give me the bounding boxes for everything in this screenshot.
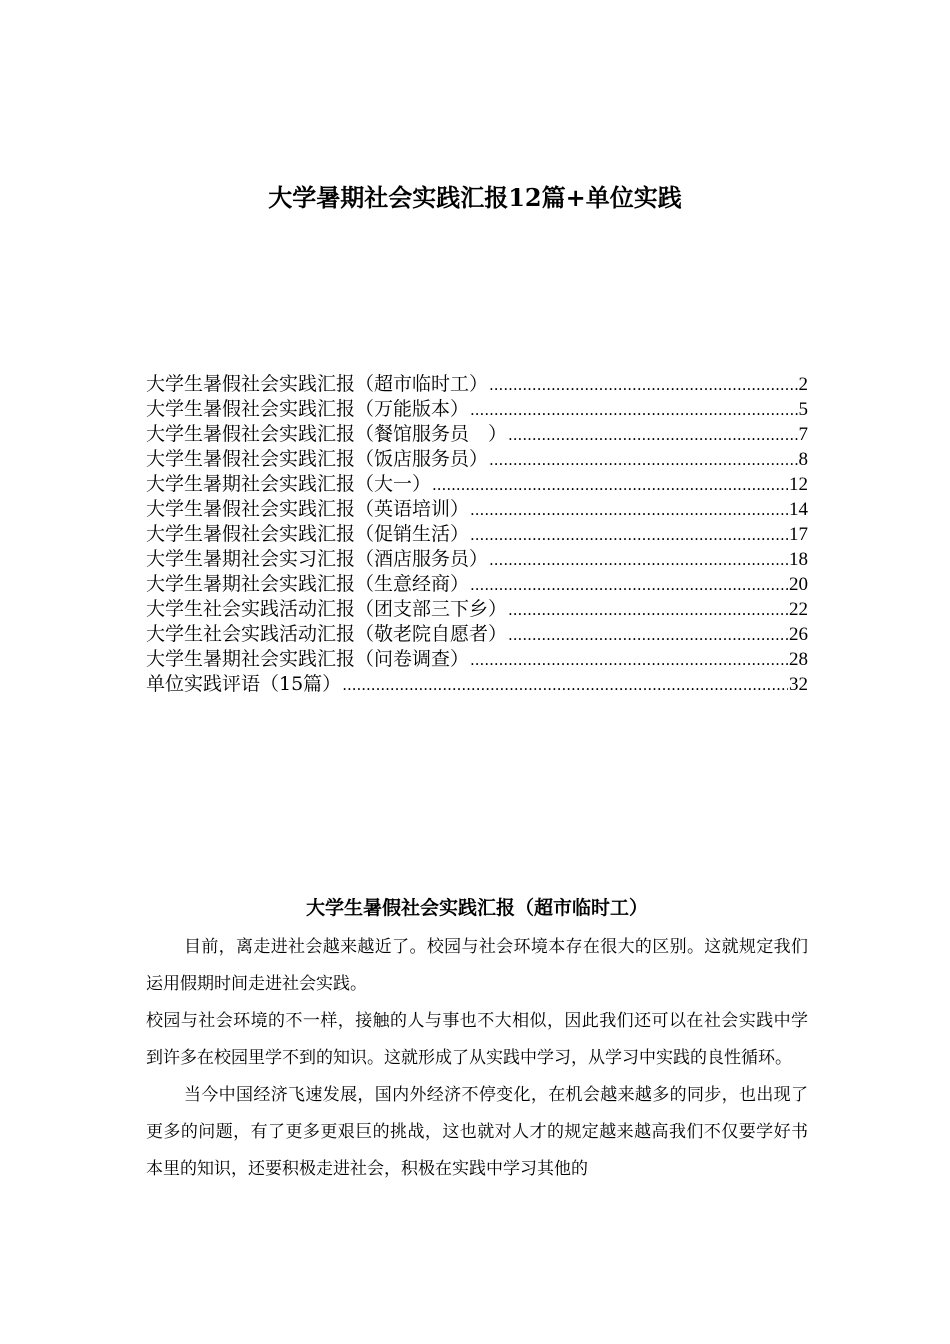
toc-entry-page: 20: [789, 574, 808, 595]
toc-entry-label: 大学生暑假社会实践汇报（促销生活）: [146, 523, 470, 545]
toc-entry-label: 大学生暑假社会实践汇报（超市临时工）: [146, 373, 489, 395]
toc-leader-dots: [470, 648, 788, 673]
toc-leader-dots: [489, 448, 797, 473]
toc-leader-dots: [508, 598, 788, 623]
toc-entry-label: 大学生暑期社会实践汇报（生意经商）: [146, 573, 470, 595]
toc-leader-dots: [508, 623, 788, 648]
toc-leader-dots: [489, 373, 797, 398]
report-section: [146, 893, 808, 1188]
toc-entry-page: 12: [789, 474, 808, 495]
toc-entry-page: 5: [798, 399, 808, 420]
toc-entry[interactable]: [146, 547, 808, 572]
toc-entry-label: 大学生暑期社会实践汇报（大一）: [146, 473, 432, 495]
toc-entry[interactable]: [146, 622, 808, 647]
toc-entry-label: 大学生暑期社会实习汇报（酒店服务员）: [146, 548, 489, 570]
body-paragraph: 校园与社会环境的不一样，接触的人与事也不大相似，因此我们还可以在社会实践中学到许多在校园里学不到的知识。这就形成了从实践中学习，从学习中实践的良性循环。: [146, 1011, 808, 1068]
toc-entry[interactable]: [146, 397, 808, 422]
toc-leader-dots: [342, 673, 788, 698]
toc-entry-page: 8: [798, 449, 808, 470]
toc-entry[interactable]: [146, 422, 808, 447]
toc-entry-label: 单位实践评语（15篇）: [146, 673, 342, 695]
toc-entry-label: 大学生暑假社会实践汇报（万能版本）: [146, 398, 470, 420]
toc-entry-page: 2: [798, 374, 808, 395]
toc-entry-label: 大学生暑假社会实践汇报（饭店服务员）: [146, 448, 489, 470]
toc-entry[interactable]: [146, 447, 808, 472]
toc-leader-dots: [470, 398, 797, 423]
toc-entry-page: 18: [789, 549, 808, 570]
section-title: 大学生暑假社会实践汇报（超市临时工）: [305, 897, 648, 919]
toc-entry-label: 大学生社会实践活动汇报（团支部三下乡）: [146, 598, 508, 620]
toc-entry-page: 32: [789, 674, 808, 695]
toc-leader-dots: [470, 573, 788, 598]
toc-entry[interactable]: [146, 472, 808, 497]
toc-leader-dots: [508, 423, 797, 448]
toc-entry-label: 大学生暑期社会实践汇报（问卷调查）: [146, 648, 470, 670]
toc-entry-page: 17: [789, 524, 808, 545]
toc-leader-dots: [470, 523, 788, 548]
toc-entry[interactable]: [146, 522, 808, 547]
toc-leader-dots: [489, 548, 788, 573]
toc-entry-page: 14: [789, 499, 808, 520]
toc-entry-page: 26: [789, 624, 808, 645]
document-title: 大学暑期社会实践汇报12篇+单位实践: [268, 183, 682, 212]
toc-entry-page: 7: [798, 424, 808, 445]
toc-entry[interactable]: [146, 672, 808, 697]
toc-entry-label: 大学生暑假社会实践汇报（餐馆服务员 ）: [146, 423, 508, 445]
toc-entry[interactable]: [146, 597, 808, 622]
toc-entry-label: 大学生社会实践活动汇报（敬老院自愿者）: [146, 623, 508, 645]
toc-leader-dots: [432, 473, 788, 498]
table-of-contents: [146, 372, 808, 697]
toc-entry[interactable]: [146, 572, 808, 597]
toc-entry-label: 大学生暑假社会实践汇报（英语培训）: [146, 498, 470, 520]
toc-entry-page: 28: [789, 649, 808, 670]
toc-entry[interactable]: [146, 647, 808, 672]
body-paragraph: 目前，离走进社会越来越近了。校园与社会环境本存在很大的区别。这就规定我们运用假期时间走进社会实践。: [146, 937, 808, 994]
toc-entry[interactable]: [146, 372, 808, 397]
toc-entry-page: 22: [789, 599, 808, 620]
toc-leader-dots: [470, 498, 788, 523]
body-paragraph: 当今中国经济飞速发展，国内外经济不停变化，在机会越来越多的同步，也出现了更多的问题，有了更多更艰巨的挑战，这也就对人才的规定越来越高我们不仅要学好书本里的知识，还要积极走进社会，积极在实践中学习其他的: [146, 1085, 808, 1179]
toc-entry[interactable]: [146, 497, 808, 522]
